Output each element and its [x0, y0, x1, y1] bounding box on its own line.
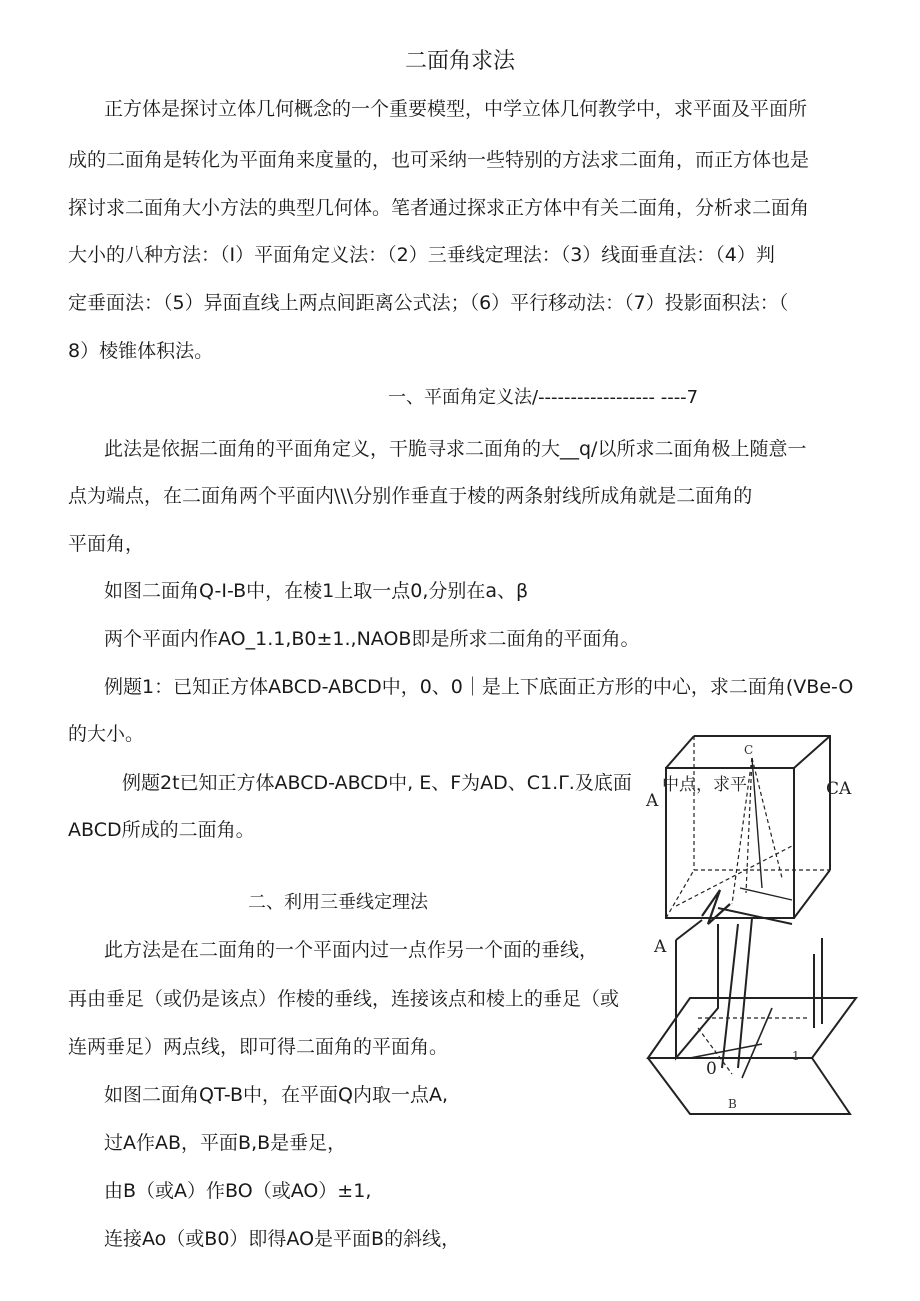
cube-diagram — [666, 736, 830, 918]
example-1-line-2: 的大小。 — [68, 723, 145, 745]
plane-label-o: 0 — [706, 1059, 717, 1079]
intro-line-5: 定垂面法：（5）异面直线上两点间距离公式法；（6）平行移动法：（7）投影面积法：（ — [68, 292, 789, 314]
section2-line-7: 连接Ao（或B0）即得AO是平面B的斜线， — [104, 1228, 461, 1250]
section1-line-4: 如图二面角Q-I-B中，在棱1上取一点0,分别在a、β — [104, 580, 529, 602]
section2-line-4: 如图二面角QT-B中，在平面Q内取一点A, — [104, 1084, 449, 1106]
section-heading-1: 一、平面角定义法/------------------ ----7 — [388, 387, 699, 408]
section1-line-2: 点为端点，在二面角两个平面内\\\分别作垂直于棱的两条射线所成角就是二面角的 — [68, 485, 753, 507]
intro-line-2: 成的二面角是转化为平面角来度量的，也可采纳一些特别的方法求二面角，而正方体也是 — [68, 149, 810, 171]
figure-label-mid: 中点，求平 — [662, 775, 747, 795]
intro-line-3: 探讨求二面角大小方法的典型几何体。笔者通过探求正方体中有关二面角，分析求二面角 — [68, 197, 810, 219]
section2-line-2: 再由垂足（或仍是该点）作棱的垂线，连接该点和棱上的垂足（或 — [68, 988, 620, 1010]
section2-line-3: 连两垂足）两点线，即可得二面角的平面角。 — [68, 1036, 449, 1058]
section2-line-6: 由B（或A）作BO（或AO）±1, — [104, 1180, 372, 1202]
plane-label-b: B — [728, 1097, 737, 1111]
dihedral-planes — [648, 890, 856, 1114]
section1-line-3: 平面角， — [68, 533, 145, 555]
intro-line-1: 正方体是探讨立体几何概念的一个重要模型，中学立体几何教学中，求平面及平面所 — [104, 98, 808, 120]
section1-line-5: 两个平面内作AO_1.1,B0±1.,NAOB即是所求二面角的平面角。 — [104, 628, 640, 650]
page-title: 二面角求法 — [404, 49, 515, 74]
figure-label-ca: CA — [826, 779, 852, 799]
section2-line-5: 过A作AB，平面B,B是垂足， — [104, 1132, 347, 1154]
intro-line-6: 8）棱锥体积法。 — [68, 340, 214, 362]
section1-line-1: 此法是依据二面角的平面角定义，干脆寻求二面角的大__q/以所求二面角极上随意一 — [104, 438, 807, 460]
figure-label-a: A — [646, 791, 659, 811]
example-2-line-1: 例题2t已知正方体ABCD-ABCD中, E、F为AD、C1.Γ.及底面 — [122, 772, 632, 794]
plane-label-1: 1 — [792, 1049, 800, 1063]
section2-line-1: 此方法是在二面角的一个平面内过一点作另一个面的垂线， — [104, 939, 599, 961]
plane-label-a: A — [654, 937, 667, 957]
geometry-figure — [642, 728, 860, 1124]
section-heading-2: 二、利用三垂线定理法 — [248, 892, 428, 913]
example-2-line-2: ABCD所成的二面角。 — [68, 819, 255, 841]
example-1-line-1: 例题1：已知正方体ABCD-ABCD中，0、0｜是上下底面正方形的中心，求二面角(VBe-O — [104, 676, 854, 698]
figure-label-c: C — [744, 743, 754, 757]
intro-line-4: 大小的八种方法：（I）平面角定义法：（2）三垂线定理法：（3）线面垂直法：（4）判 — [68, 244, 775, 266]
